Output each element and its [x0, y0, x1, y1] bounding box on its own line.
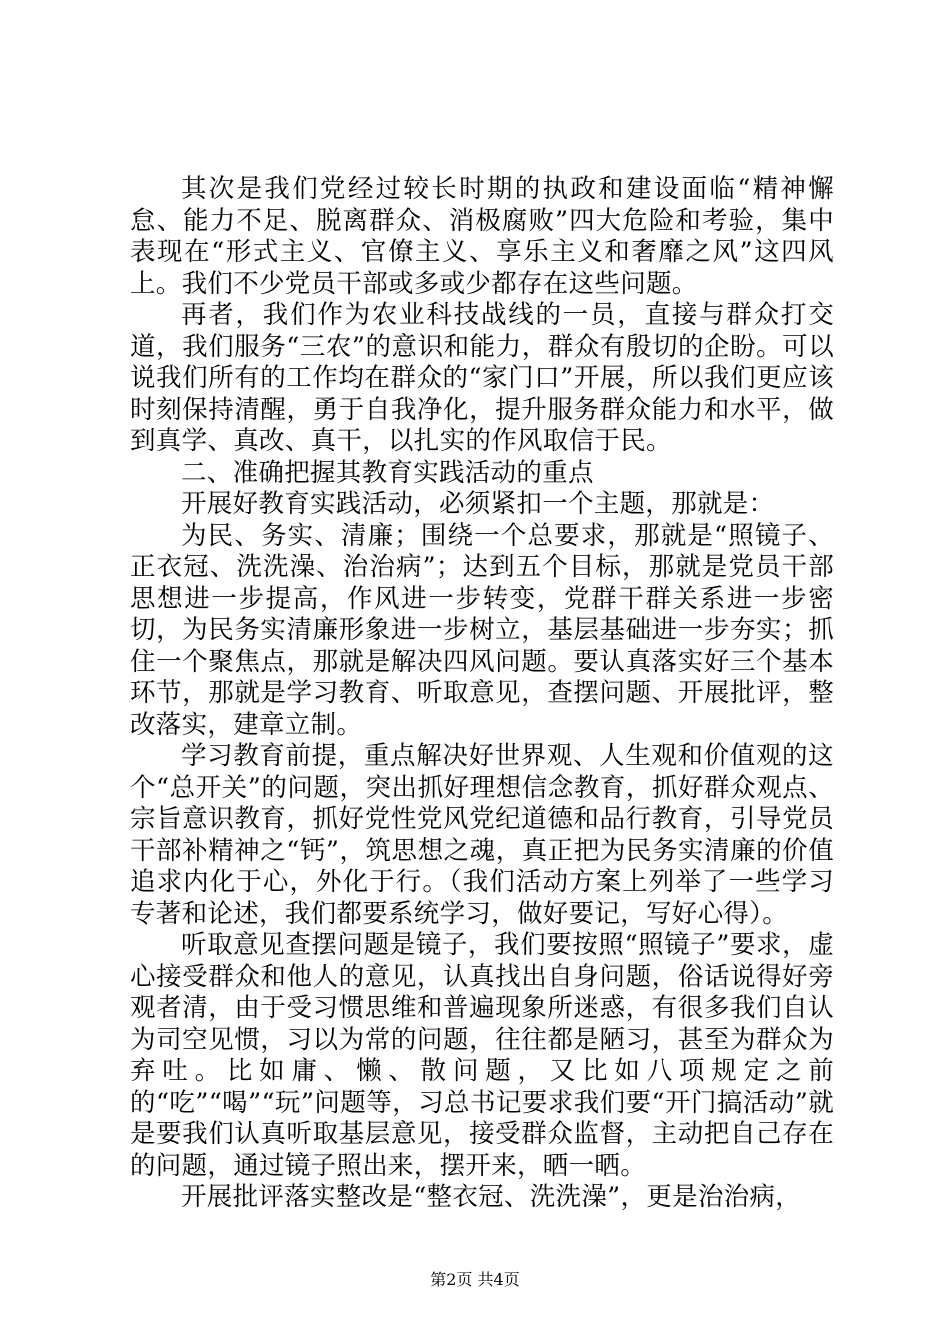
- section-heading: 二、准确把握其教育实践活动的重点: [181, 457, 594, 488]
- paragraph-3: 开展好教育实践活动，必须紧扣一个主题，那就是：: [181, 489, 775, 519]
- paragraph-7: 开展批评落实整改是“整衣冠、洗洗澡”，更是治治病，: [181, 1182, 802, 1212]
- page-footer: [0, 1270, 950, 1290]
- paragraph-2: 再者，我们作为农业科技战线的一员，直接与群众打交道，我们服务“三农”的意识和能力，群众有殷切的企盼。可以说我们所有的工作均在群众的“家门口”开展，所以我们更应该时刻保持清醒，勇于自我净化，提升服务群众能力和水平，做到真学、真改、真干，以扎实的作风取信于民。: [130, 300, 834, 456]
- document-body: [130, 174, 834, 1214]
- paragraph-1: 其次是我们党经过较长时期的执政和建设面临“精神懈怠、能力不足、脱离群众、消极腐败”四大危险和考验，集中表现在“形式主义、官僚主义、享乐主义和奢靡之风”这四风上。我们不少党员干部或多或少都存在这些问题。: [130, 174, 834, 299]
- paragraph-5: 学习教育前提，重点解决好世界观、人生观和价值观的这个“总开关”的问题，突出抓好理想信念教育，抓好群众观点、宗旨意识教育，抓好党性党风党纪道德和品行教育，引导党员干部补精神之“钙”，筑思想之魂，真正把为民务实清廉的价值追求内化于心，外化于行。（我们活动方案上列举了一些学习专著和论述，我们都要系统学习，做好要记，写好心得）。: [130, 741, 834, 929]
- paragraph-6: 听取意见查摆问题是镜子，我们要按照“照镜子”要求，虚心接受群众和他人的意见，认真找出自身问题，俗话说得好旁观者清，由于受习惯思维和普遍现象所迷惑，有很多我们自认为司空见惯，习以为常的问题，往往都是陋习，甚至为群众为弃吐。比如庸、懒、散问题，又比如八项规定之前的“吃”“喝”“玩”问题等，习总书记要求我们要“开门搞活动”就是要我们认真听取基层意见，接受群众监督，主动把自己存在的问题，通过镜子照出来，摆开来，晒一晒。: [130, 930, 834, 1181]
- page-number: 第2页 共4页: [430, 1270, 520, 1289]
- paragraph-4: 为民、务实、清廉；围绕一个总要求，那就是“照镜子、正衣冠、洗洗澡、治治病”；达到五个目标，那就是党员干部思想进一步提高，作风进一步转变，党群干群关系进一步密切，为民务实清廉形象进一步树立，基层基础进一步夯实；抓住一个聚焦点，那就是解决四风问题。要认真落实好三个基本环节，那就是学习教育、听取意见，查摆问题、开展批评，整改落实，建章立制。: [130, 520, 834, 740]
